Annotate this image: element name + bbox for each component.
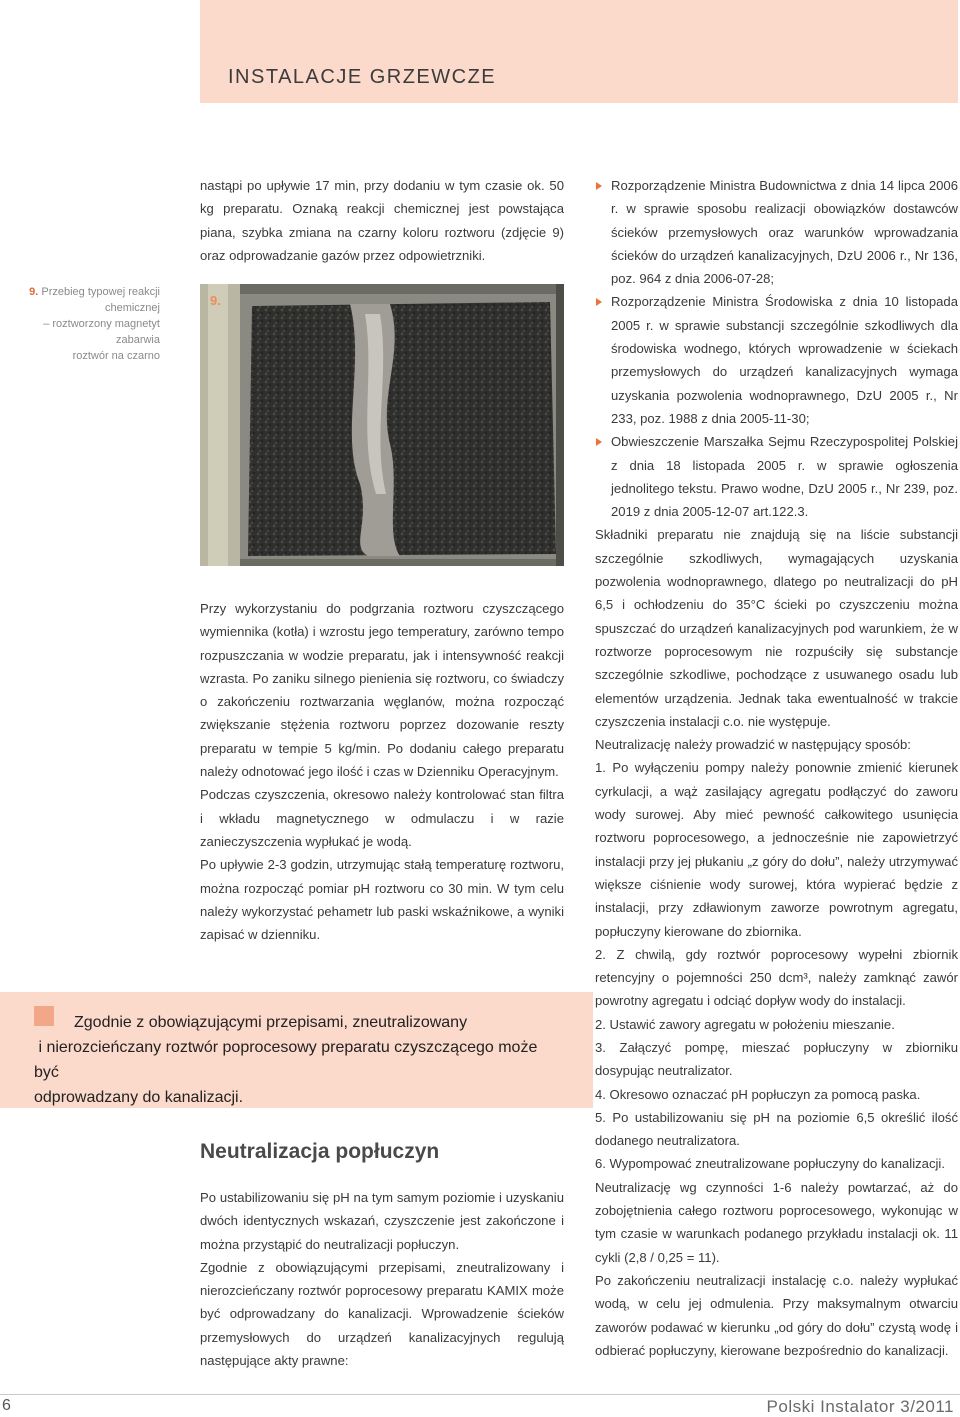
photo-label: 9. [210, 293, 221, 308]
section-heading: Neutralizacja popłuczyn [200, 1140, 440, 1163]
right-column [595, 174, 958, 1362]
callout-line-2: i nierozcieńczany roztwór poprocesowy preparatu czyszczącego może być [34, 1039, 538, 1081]
callout-line-3: odprowadzany do kanalizacji. [34, 1089, 244, 1106]
journal-name: Polski Instalator 3/2011 [766, 1397, 954, 1416]
middle-paragraph-1: Przy wykorzystaniu do podgrzania roztworu czyszczącego wymiennika (kotła) i wzrostu jego temperatury, zarówno tempo rozpuszczania w wodzie preparatu, jak i intensywność reakcji wzrasta. Po zaniku silnego pienienia się roztworu, co świadczy o zakończeniu roztwarzania węglanów, można rozpocząć zwiększanie stężenia roztworu poprzez dozowanie reszty preparatu w tempie 5 kg/min. Po dodaniu całego preparatu należy odnotować jego ilość i czas w Dzienniku Operacyjnym. [200, 601, 564, 780]
intro-column [200, 174, 564, 267]
right-paragraph-repeat: Neutralizację wg czynności 1-6 należy powtarzać, aż do zobojętnienia całego roztworu poprocesowego, wykonując w tym czasie w warunkach podanego przykładu instalacji ok. 11 cykli (2,8 / 0,25 = 11). [595, 1179, 958, 1265]
middle-column [200, 597, 564, 946]
middle-paragraph-3: Po upływie 2-3 godzin, utrzymując stałą temperaturę roztworu, można rozpocząć pomiar pH roztworu co 30 min. W tym celu należy wykorzystać pehametr lub paski wskaźnikowe, a wyniki zapisać w dzienniku. [200, 857, 564, 943]
caption-line-3: roztwór na czarno [72, 350, 160, 362]
caption-line-1: Przebieg typowej reakcji chemicznej [41, 286, 160, 314]
callout-line-1: Zgodnie z obowiązującymi przepisami, zneutralizowany [74, 1014, 468, 1031]
section-header-title: INSTALACJE GRZEWCZE [228, 66, 497, 88]
page-number: 6 [2, 1397, 11, 1414]
legal-act-bullet-1: Rozporządzenie Ministra Budownictwa z dnia 14 lipca 2006 r. w sprawie sposobu realizacji obowiązków dostawców ścieków przemysłowych oraz warunków wprowadzania ścieków do urządzeń kanalizacyjnych, DzU 2006 r., Nr 136, poz. 964 z dnia 2006-07-28; [595, 174, 958, 290]
footer-rule [0, 1394, 960, 1395]
lower-paragraph-1: Po ustabilizowaniu się pH na tym samym poziomie i uzyskaniu dwóch identycznych wskazań, czyszczenie jest zakończone i można przystąpić do neutralizacji popłuczyn. [200, 1190, 564, 1252]
figure-9-photo [200, 284, 564, 566]
right-paragraph-1: Składniki preparatu nie znajdują się na liście substancji szczególnie szkodliwych, wymagających uzyskania pozwolenia wodnoprawnego, dlatego po neutralizacji do pH 6,5 i ochłodzeniu do 35°C ścieki po czyszczeniu można spuszczać do urządzeń kanalizacyjnych pod warunkiem, że w roztworze poprocesowym nie rozpuściły się substancje szczególnie szkodliwe, pochodzące z usuwanego osadu lub elementów urządzenia. Jednak taka ewentualność w trakcie czyszczenia instalacji c.o. nie występuje. [595, 527, 958, 729]
right-paragraph-2: Neutralizację należy prowadzić w następujący sposób: [595, 737, 911, 753]
intro-paragraph: nastąpi po upływie 17 min, przy dodaniu w tym czasie ok. 50 kg preparatu. Oznaką reakcji chemicznej jest powstająca piana, szybka zmiana na czarny koloru roztworu (zdjęcie 9) oraz odprowadzanie gazów przez odpowietrzniki. [200, 178, 564, 263]
legal-act-bullet-3: Obwieszczenie Marszałka Sejmu Rzeczypospolitej Polskiej z dnia 18 listopada 2005 r. w sprawie ogłoszenia jednolitego tekstu. Prawo wodne, DzU 2005 r., Nr 239, poz. 2019 z dnia 2005-12-07 art.122.3. [595, 430, 958, 523]
caption-line-2: – roztworzony magnetyt zabarwia [43, 318, 160, 346]
right-paragraph-final: Po zakończeniu neutralizacji instalację c.o. należy wypłukać wodą, w celu jej odmulenia. Przy maksymalnym otwarciu zaworów podawać w kierunku „od góry do dołu” czystą wodę i odbierać popłuczyny, kierowane bezpośrednio do kanalizacji. [595, 1272, 958, 1358]
step-1: 1. Po wyłączeniu pompy należy ponownie zmienić kierunek cyrkulacji, a wąż zasilający agregatu podłączyć do zaworu wody surowej. Aby mieć pewność całkowitego usunięcia roztworu poprocesowego, a jednocześnie nie zapowietrzyć instalacji przy jej płukaniu „z góry do dołu”, należy utrzymywać większe ciśnienie wody surowej, która wypierać będzie z instalacji, przy zdławionym zaworze powrotnym agregatu, popłuczyny kierowane do zbiornika. [595, 760, 958, 939]
figure-caption [0, 284, 160, 364]
step-2b: 2. Ustawić zawory agregatu w położeniu mieszanie. [595, 1016, 895, 1032]
lower-paragraph-2: Zgodnie z obowiązującymi przepisami, zneutralizowany i nierozcieńczany roztwór poprocesowy preparatu KAMIX może być odprowadzany do kanalizacji. Wprowadzenie ścieków przemysłowych do urządzeń kanalizacyjnych regulują następujące akty prawne: [200, 1259, 564, 1369]
callout-text [34, 1010, 554, 1110]
middle-paragraph-2: Podczas czyszczenia, okresowo należy kontrolować stan filtra i wkładu magnetycznego w odmulaczu i w razie zanieczyszczenia wypłukać je wodą. [200, 787, 564, 849]
step-3: 3. Załączyć pompę, mieszać popłuczyny w zbiorniku dosypując neutralizator. [595, 1039, 958, 1079]
step-5: 5. Po ustabilizowaniu się pH na poziomie 6,5 określić ilość dodanego neutralizatora. [595, 1109, 958, 1149]
lower-column [200, 1186, 564, 1372]
step-2: 2. Z chwilą, gdy roztwór poprocesowy wypełni zbiornik retencyjny o pojemności 250 dcm³, należy zamknąć zawór powrotny agregatu i odciąć dopływ wody do instalacji. [595, 946, 958, 1009]
caption-number: 9. [29, 286, 39, 298]
legal-act-bullet-2: Rozporządzenie Ministra Środowiska z dnia 10 listopada 2005 r. w sprawie substancji szczególnie szkodliwych dla środowiska wodnego, których wprowadzenie w ściekach przemysłowych do urządzeń kanalizacyjnych wymaga uzyskania pozwolenia wodnoprawnego, DzU 2005 r., Nr 233, poz. 1988 z dnia 2005-11-30; [595, 290, 958, 430]
tank-photo-illustration [200, 284, 564, 566]
step-4: 4. Okresowo oznaczać pH popłuczyn za pomocą paska. [595, 1086, 921, 1102]
step-6: 6. Wypompować zneutralizowane popłuczyny do kanalizacji. [595, 1156, 945, 1172]
